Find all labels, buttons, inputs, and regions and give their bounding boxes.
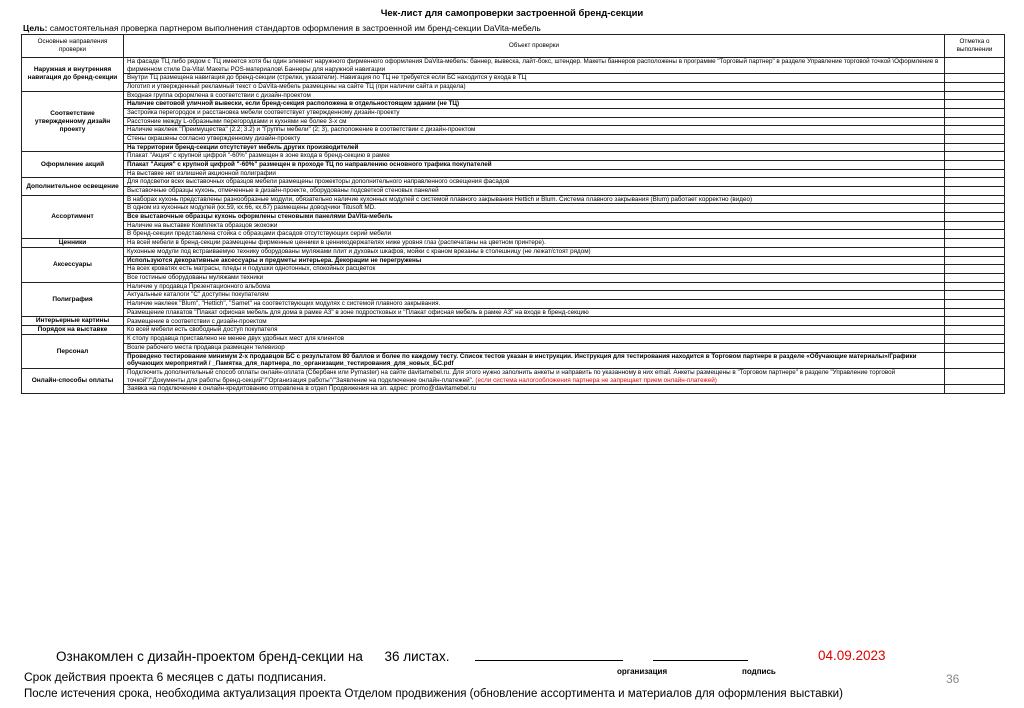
expiry-note: После истечения срока, необходима актуализация проекта Отделом продвижения (обновление ассортимента и материалов для оформления выставки) [24, 688, 843, 700]
object-cell [124, 126, 945, 135]
header-row [22, 35, 1005, 58]
signature-label: подпись [742, 667, 776, 676]
object-cell [124, 368, 945, 384]
sheets-count: 36 [384, 649, 400, 664]
object-cell [124, 265, 945, 274]
table-row [22, 109, 1005, 118]
object-text: В бренд-секции представлена стойка с образцами фасадов отсутствующих серий мебели [127, 230, 392, 238]
table-row [22, 74, 1005, 83]
table-row [22, 300, 1005, 309]
completion-mark-cell[interactable] [945, 58, 1005, 74]
category-cell: Персонал [22, 335, 124, 369]
table-row [22, 326, 1005, 335]
completion-mark-cell[interactable] [945, 83, 1005, 92]
table-row [22, 221, 1005, 230]
object-cell [124, 343, 945, 352]
completion-mark-cell[interactable] [945, 187, 1005, 196]
category-cell: Наружная и внутренняя навигация до бренд-секции [22, 58, 124, 92]
header-mark: Отметка о выполнении [945, 35, 1005, 58]
object-text: Наличие световой уличной вывески, если бренд-секция расположена в отдельностоящем здании (не ТЦ) [127, 100, 460, 108]
object-cell [124, 239, 945, 248]
object-text: Ко всей мебели есть свободный доступ покупателя [127, 326, 278, 334]
object-cell [124, 335, 945, 344]
table-row [22, 317, 1005, 326]
object-cell [124, 213, 945, 222]
object-cell [124, 143, 945, 152]
table-row [22, 274, 1005, 283]
object-text: Проведено тестирование минимум 2-х продавцов БС с результатом 80 баллов и более по каждому тесту. Список тестов указан в инструкции. Инструкция для тестирования находится в Торговом партнере в разделе «Обучающие материалы»/Графики обучающих мероприятий / _Памятка_для_партнера_по_организации_тестирования_для_новых_БС.pdf [127, 352, 917, 368]
object-cell [124, 83, 945, 92]
table-row [22, 178, 1005, 187]
category-cell: Оформление акций [22, 152, 124, 178]
object-text: Внутри ТЦ размещена навигация до бренд-секции (стрелки, указатели). Навигация по ТЦ не требуется если БС находится у входа в ТЦ [127, 74, 527, 82]
completion-mark-cell[interactable] [945, 248, 1005, 257]
table-row [22, 195, 1005, 204]
object-text: Все выставочные образцы кухонь оформлены стеновыми панелями DaVita-мебель [127, 213, 393, 221]
object-cell [124, 317, 945, 326]
object-text: К столу продавца приставлено не менее двух удобных мест для клиентов [127, 335, 345, 343]
table-row [22, 308, 1005, 317]
object-cell [124, 308, 945, 317]
object-cell [124, 282, 945, 291]
table-row [22, 291, 1005, 300]
object-cell [124, 161, 945, 170]
table-row [22, 126, 1005, 135]
object-text: Выставочные образцы кухонь, отмеченные в дизайн-проекте, оборудованы подсветкой стеновых панелей [127, 187, 439, 195]
completion-mark-cell[interactable] [945, 161, 1005, 170]
table-row [22, 204, 1005, 213]
table-row [22, 152, 1005, 161]
object-text: Кухонные модули под встраиваемую технику оборудованы муляжами плит и духовых шкафов, мойки с краном врезаны в столешницу (не лежат/стоят рядом) [127, 248, 591, 256]
category-cell: Ассортимент [22, 195, 124, 238]
table-row [22, 169, 1005, 178]
header-object: Объект проверки [124, 35, 945, 58]
completion-mark-cell[interactable] [945, 91, 1005, 100]
object-note-red: (если система налогообложения партнера не запрещает прием онлайн-платежей) [475, 376, 717, 384]
completion-mark-cell[interactable] [945, 117, 1005, 126]
object-cell [124, 195, 945, 204]
table-row [22, 91, 1005, 100]
completion-mark-cell[interactable] [945, 169, 1005, 178]
object-text: Подключить дополнительный способ оплаты онлайн-оплата (Сбербанк или Pymaster) на сайте davitamebel.ru. Для этого нужно заполнить анкеты и направить по указанному в них email. Анкеты размещены в "Торговом партнере" в разделе "Управление торговой точкой"/"Документы для работы бренд-секций"/"Организация работы"/"Заявление на подключение онлайн-платежей". [127, 368, 896, 384]
object-cell [124, 352, 945, 368]
completion-mark-cell[interactable] [945, 343, 1005, 352]
completion-mark-cell[interactable] [945, 291, 1005, 300]
completion-mark-cell[interactable] [945, 256, 1005, 265]
object-text: Застройка перегородок и расстановка мебели соответствует утвержденному дизайн-проекту [127, 109, 400, 117]
object-text: Входная группа оформлена в соответствии с дизайн-проектом [127, 91, 311, 99]
signature-field[interactable] [653, 648, 748, 661]
table-row [22, 248, 1005, 257]
organization-label: организация [617, 667, 668, 676]
category-cell: Дополнительное освещение [22, 178, 124, 195]
completion-mark-cell[interactable] [945, 143, 1005, 152]
table-row [22, 187, 1005, 196]
completion-mark-cell[interactable] [945, 282, 1005, 291]
object-cell [124, 248, 945, 257]
object-text: Возле рабочего места продавца размещен телевизор [127, 343, 285, 351]
goal-text: самостоятельная проверка партнером выполнения стандартов оформления в застроенной им бренд-секции DaVita-мебель [49, 23, 541, 33]
object-cell [124, 169, 945, 178]
completion-mark-cell[interactable] [945, 368, 1005, 384]
object-cell [124, 135, 945, 144]
completion-mark-cell[interactable] [945, 152, 1005, 161]
table-row [22, 117, 1005, 126]
completion-mark-cell[interactable] [945, 300, 1005, 309]
object-text: Для подсветки всех выставочных образцов мебели размещены прожекторы дополнительного направленного освещения фасадов [127, 178, 510, 186]
completion-mark-cell[interactable] [945, 385, 1005, 394]
table-row [22, 343, 1005, 352]
table-row [22, 143, 1005, 152]
completion-mark-cell[interactable] [945, 265, 1005, 274]
completion-mark-cell[interactable] [945, 126, 1005, 135]
object-cell [124, 300, 945, 309]
object-cell [124, 74, 945, 83]
completion-mark-cell[interactable] [945, 195, 1005, 204]
object-text: Размещение в соответствии с дизайн-проектом [127, 317, 267, 325]
object-text: Заявка на подключение к онлайн-кредитованию отправлена в отдел Продвижения на эл. адрес: promo@davitamebel.ru [127, 385, 477, 393]
category-cell: Интерьерные картины [22, 317, 124, 326]
completion-mark-cell[interactable] [945, 100, 1005, 109]
object-cell [124, 117, 945, 126]
table-row [22, 256, 1005, 265]
sheets-word: листах. [403, 649, 450, 664]
object-text: В наборах кухонь представлены разнообразные модули, обязательно наличие кухонных модулей с системой плавного закрывания Hettich и Blum. Система плавного закрывания (Blum) работает корректно (видео) [127, 195, 753, 203]
completion-mark-cell[interactable] [945, 274, 1005, 283]
completion-mark-cell[interactable] [945, 230, 1005, 239]
completion-mark-cell[interactable] [945, 239, 1005, 248]
object-cell [124, 385, 945, 394]
object-text: На территории бренд-секции отсутствует мебель других производителей [127, 143, 359, 151]
category-cell: Полиграфия [22, 282, 124, 317]
object-text: В одном из кухонных модулей (кх.59, кх.66, кх.67) размещены доводчики Titusoft MD. [127, 204, 376, 212]
completion-mark-cell[interactable] [945, 352, 1005, 368]
completion-mark-cell[interactable] [945, 335, 1005, 344]
completion-mark-cell[interactable] [945, 109, 1005, 118]
table-row [22, 368, 1005, 384]
object-text: Расстояние между L-образными перегородками и кухнями не более 3-х см [127, 117, 347, 125]
goal-label: Цель: [23, 23, 48, 33]
object-text: Все гостиные оборудованы муляжами техники [127, 274, 264, 282]
completion-mark-cell[interactable] [945, 135, 1005, 144]
category-cell: Соответствие утвержденному дизайн проекту [22, 91, 124, 152]
checklist-body [22, 58, 1005, 394]
completion-mark-cell[interactable] [945, 213, 1005, 222]
completion-mark-cell[interactable] [945, 326, 1005, 335]
object-cell [124, 230, 945, 239]
completion-mark-cell[interactable] [945, 308, 1005, 317]
completion-mark-cell[interactable] [945, 204, 1005, 213]
table-row [22, 230, 1005, 239]
object-text: На фасаде ТЦ либо рядом с ТЦ имеется хотя бы один элемент наружного фирменного оформления DaVita-мебель: баннер, вывеска, лайт-бокс, штендер. Макеты баннеров расположены в программе "Торговый партнер" в разделе Управление торговой точкой \Оформление в фирменном стиле Da-Vita\ Макеты POS-материалов\ Баннеры для наружной навигации [127, 58, 939, 73]
table-row [22, 58, 1005, 74]
category-cell: Онлайн-способы оплаты [22, 368, 124, 393]
category-cell: Порядок на выставке [22, 326, 124, 335]
table-row [22, 385, 1005, 394]
object-text: Наличие у продавца Презентационного альбома [127, 282, 271, 290]
object-text: Используются декоративные аксессуары и предметы интерьера. Декорации не перегружены [127, 256, 422, 264]
object-cell [124, 109, 945, 118]
table-row [22, 265, 1005, 274]
table-row [22, 335, 1005, 344]
object-cell [124, 326, 945, 335]
object-text: Наличие на выставке Комплекта образцов экокожи [127, 221, 278, 229]
goal-line [23, 23, 541, 33]
table-row [22, 100, 1005, 109]
signing-date: 04.09.2023 [818, 648, 886, 663]
object-text: Плакат "Акция" с крупной цифрой "-60%" размещен в проходе ТЦ по направлению основного трафика покупателей [127, 161, 492, 169]
acknowledgement-line [56, 648, 748, 664]
object-text: На всей мебели в бренд-секции размещены фирменные ценники в ценникодержателях ниже уровня глаз (распечатаны на цветном принтере). [127, 239, 546, 247]
category-cell: Аксессуары [22, 248, 124, 283]
object-cell [124, 152, 945, 161]
checklist-table [21, 34, 1005, 394]
organization-field[interactable] [475, 648, 623, 661]
object-text: Плакат "Акция" с крупной цифрой "-60%" размещен в зоне входа в бренд-секцию в рамке [127, 152, 390, 160]
object-text: Наличие наклеек "Преимущества" (2.2; 3.2) и "Группы мебели" (2; 3), расположение в соответствии с дизайн-проектом [127, 126, 476, 134]
table-row [22, 282, 1005, 291]
page-number: 36 [946, 672, 960, 686]
completion-mark-cell[interactable] [945, 317, 1005, 326]
completion-mark-cell[interactable] [945, 74, 1005, 83]
header-direction: Основные направления проверки [22, 35, 124, 58]
table-row [22, 213, 1005, 222]
object-text: Актуальные каталоги "С" доступны покупателям [127, 291, 269, 299]
table-row [22, 352, 1005, 368]
table-row [22, 239, 1005, 248]
table-row [22, 161, 1005, 170]
object-cell [124, 178, 945, 187]
object-cell [124, 58, 945, 74]
object-text: Логотип и утвержденный рекламный текст о DaVita-мебель размещены на сайте ТЦ (при наличии сайта и раздела) [127, 83, 466, 91]
ack-prefix: Ознакомлен с дизайн-проектом бренд-секции на [56, 649, 363, 664]
object-cell [124, 291, 945, 300]
table-row [22, 135, 1005, 144]
object-cell [124, 204, 945, 213]
object-text: На выставке нет излишней акционной полиграфии [127, 169, 276, 177]
object-text: Наличие наклеек "Blum", "Hettich", "Samet" на соответствующих модулях с системой плавного закрывания. [127, 300, 441, 308]
object-text: Размещение плакатов "Плакат офисная мебель для дома в рамке А3" в зоне подростковых и "Плакат офисная мебель в рамке А3" на входе в бренд-секцию [127, 308, 589, 316]
validity-note: Срок действия проекта 6 месяцев с даты подписания. [24, 670, 327, 684]
category-cell: Ценники [22, 239, 124, 248]
object-cell [124, 100, 945, 109]
completion-mark-cell[interactable] [945, 221, 1005, 230]
object-text: Стены окрашены согласно утвержденному дизайн-проекту [127, 135, 301, 143]
object-text: На всех кроватях есть матрасы, пледы и подушки однотонных, спокойных расцветок [127, 265, 376, 273]
completion-mark-cell[interactable] [945, 178, 1005, 187]
table-row [22, 83, 1005, 92]
object-cell [124, 91, 945, 100]
object-cell [124, 274, 945, 283]
document-title: Чек-лист для самопроверки застроенной бренд-секции [380, 8, 644, 19]
object-cell [124, 221, 945, 230]
object-cell [124, 187, 945, 196]
object-cell [124, 256, 945, 265]
